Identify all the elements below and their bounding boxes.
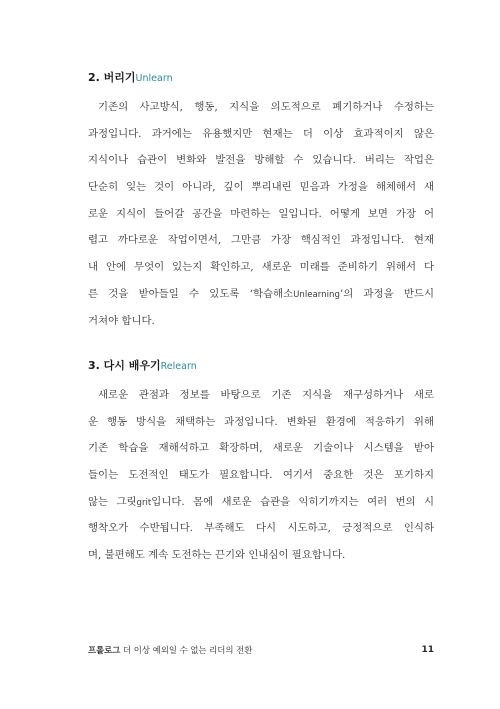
heading-english: Unlearn — [135, 73, 173, 84]
text-span: 않는 그릿 — [88, 495, 137, 508]
text-line — [88, 281, 434, 308]
text-line: 며, 불편해도 계속 도전하는 끈기와 인내심이 필요합니다. — [88, 549, 346, 562]
heading-text: 2. 버리기 — [88, 71, 136, 84]
section-heading — [88, 70, 434, 86]
section-heading — [88, 358, 434, 374]
text-line: 로운 지식이 들어갈 공간을 마련하는 일입니다. 어떻게 보면 가장 어 — [88, 207, 434, 220]
english-term: Unlearning — [293, 289, 340, 300]
heading-text: 3. 다시 배우기 — [88, 359, 161, 372]
page-footer — [88, 643, 434, 657]
text-line: 들이는 도전적인 태도가 필요합니다. 여기서 중요한 것은 포기하지 — [88, 469, 434, 482]
text-span: 입니다. 몸에 새로운 습관을 익히기까지는 여러 번의 시 — [151, 495, 434, 508]
text-line: 행착오가 수반됩니다. 부족해도 다시 시도하고, 긍정적으로 인식하 — [88, 522, 434, 535]
book-title — [88, 645, 252, 655]
text-span: 른 것을 받아들일 수 있도록 ‘학습해소 — [88, 287, 294, 300]
section-relearn — [88, 358, 434, 569]
page-number: 11 — [421, 645, 434, 655]
text-line: 거쳐야 합니다. — [88, 314, 155, 327]
text-line: 과정입니다. 과거에는 유용했지만 현재는 더 이상 효과적이지 않은 — [88, 127, 434, 140]
text-line: 단순히 잊는 것이 아니라, 깊이 뿌리내린 믿음과 가정을 해체해서 새 — [88, 181, 434, 194]
text-line — [88, 489, 434, 516]
text-line: 기존 학습을 재해석하고 확장하며, 새로운 기술이나 시스템을 받아 — [88, 442, 434, 455]
text-line: 렵고 까다로운 작업이면서, 그만큼 가장 핵심적인 과정입니다. 현재 — [88, 234, 434, 247]
text-line: 기존의 사고방식, 행동, 지식을 의도적으로 폐기하거나 수정하는 — [98, 101, 434, 113]
text-line: 새로운 관점과 정보를 바탕으로 기존 지식을 재구성하거나 새로 — [98, 389, 434, 401]
book-title-text: 더 이상 예외일 수 없는 리더의 전환 — [123, 645, 253, 655]
text-line: 내 안에 무엇이 있는지 확인하고, 새로운 미래를 준비하기 위해서 다 — [88, 261, 434, 274]
text-span: ’의 과정을 반드시 — [339, 287, 434, 300]
prologue-label: 프롤로그 — [88, 645, 121, 655]
english-term: grit — [136, 497, 152, 508]
heading-english: Relearn — [160, 361, 197, 372]
text-line: 운 행동 방식을 채택하는 과정입니다. 변화된 환경에 적응하기 위해 — [88, 415, 434, 428]
text-line: 지식이나 습관이 변화와 발전을 방해할 수 있습니다. 버리는 작업은 — [88, 154, 434, 167]
section-body — [88, 94, 434, 334]
section-body — [88, 382, 434, 569]
section-unlearn — [88, 70, 434, 334]
